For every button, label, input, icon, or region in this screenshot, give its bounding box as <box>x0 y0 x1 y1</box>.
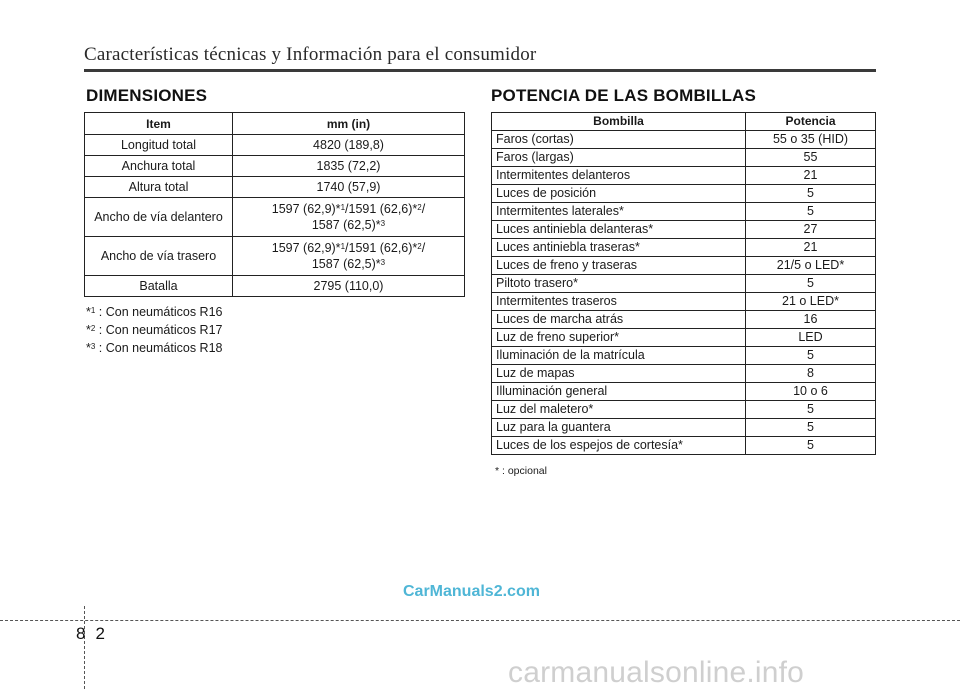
bulb-power: 5 <box>746 347 876 365</box>
dimension-value: 1597 (62,9)*$^1$/1591 (62,6)*$^2$/ 1587 (62,5)*$^3$ <box>233 198 465 237</box>
table-row <box>492 311 876 329</box>
bulb-name: Faros (cortas) <box>492 131 746 149</box>
footnote-r18: *$^3$ : Con neumáticos R18 <box>86 341 223 355</box>
table-row <box>492 347 876 365</box>
footnote-r17: *$^2$ : Con neumáticos R17 <box>86 323 223 337</box>
optional-note: * : opcional <box>495 465 547 477</box>
dimension-item: Ancho de vía delantero <box>85 198 233 237</box>
dimension-item: Longitud total <box>85 135 233 156</box>
table-row <box>492 257 876 275</box>
table-row <box>492 167 876 185</box>
column-header-mm: mm (in) <box>233 113 465 135</box>
table-row <box>492 419 876 437</box>
dimension-item: Ancho de vía trasero <box>85 237 233 276</box>
bulb-power: 5 <box>746 275 876 293</box>
table-row <box>492 203 876 221</box>
bulb-power: 5 <box>746 203 876 221</box>
bulbs-table <box>491 112 876 455</box>
table-row <box>492 239 876 257</box>
bulb-name: Luz para la guantera <box>492 419 746 437</box>
bulb-name: Luces de freno y traseras <box>492 257 746 275</box>
bulb-name: Luces antiniebla delanteras* <box>492 221 746 239</box>
table-row <box>492 275 876 293</box>
bulb-name: Luz del maletero* <box>492 401 746 419</box>
bulb-name: Iluminación de la matrícula <box>492 347 746 365</box>
bulb-name: Luz de mapas <box>492 365 746 383</box>
table-header-row <box>492 113 876 131</box>
bulb-power: 27 <box>746 221 876 239</box>
table-row <box>85 177 465 198</box>
page-header-title: Características técnicas y Información para el consumidor <box>84 44 537 65</box>
dimensions-table <box>84 112 465 297</box>
table-row <box>85 156 465 177</box>
table-row <box>492 293 876 311</box>
table-row <box>492 383 876 401</box>
bulb-name: Intermitentes laterales* <box>492 203 746 221</box>
bulb-name: Luces de posición <box>492 185 746 203</box>
bulb-name: Piltoto trasero* <box>492 275 746 293</box>
bulb-power: 16 <box>746 311 876 329</box>
table-row <box>492 149 876 167</box>
bulb-name: Intermitentes traseros <box>492 293 746 311</box>
column-header-potencia: Potencia <box>746 113 876 131</box>
dimension-value: 1835 (72,2) <box>233 156 465 177</box>
table-row <box>85 276 465 297</box>
dimension-item: Anchura total <box>85 156 233 177</box>
bulb-power: 5 <box>746 437 876 455</box>
bulb-power: 55 <box>746 149 876 167</box>
bottom-dashed-rule <box>0 620 960 621</box>
table-row <box>85 237 465 276</box>
dimension-value: 1597 (62,9)*$^1$/1591 (62,6)*$^2$/ 1587 (62,5)*$^3$ <box>233 237 465 276</box>
table-row <box>492 437 876 455</box>
bulb-name: Intermitentes delanteros <box>492 167 746 185</box>
dimension-item: Batalla <box>85 276 233 297</box>
table-row <box>492 131 876 149</box>
bulb-name: Luz de freno superior* <box>492 329 746 347</box>
bulb-name: Luces de los espejos de cortesía* <box>492 437 746 455</box>
carmanuals2-watermark: CarManuals2.com <box>403 583 540 600</box>
bulb-name: Faros (largas) <box>492 149 746 167</box>
bottom-dashed-vertical <box>84 606 85 689</box>
column-header-bombilla: Bombilla <box>492 113 746 131</box>
carmanualsonline-watermark: carmanualsonline.info <box>508 656 805 689</box>
table-row <box>85 135 465 156</box>
bulb-power: 55 o 35 (HID) <box>746 131 876 149</box>
bulb-name: Luces de marcha atrás <box>492 311 746 329</box>
dimension-value: 1740 (57,9) <box>233 177 465 198</box>
bulb-name: Luces antiniebla traseras* <box>492 239 746 257</box>
bulb-power: 10 o 6 <box>746 383 876 401</box>
bulb-power: 5 <box>746 185 876 203</box>
bulb-power: 21 o LED* <box>746 293 876 311</box>
table-row <box>492 221 876 239</box>
bulbs-heading: POTENCIA DE LAS BOMBILLAS <box>491 86 757 105</box>
table-header-row <box>85 113 465 135</box>
bulb-power: 5 <box>746 401 876 419</box>
bulb-power: LED <box>746 329 876 347</box>
dimension-value: 4820 (189,8) <box>233 135 465 156</box>
bulb-power: 21 <box>746 239 876 257</box>
table-row <box>85 198 465 237</box>
bulb-power: 8 <box>746 365 876 383</box>
dimension-item: Altura total <box>85 177 233 198</box>
bulb-power: 5 <box>746 419 876 437</box>
page-number: 82 <box>76 624 115 643</box>
table-row <box>492 401 876 419</box>
dimensions-heading: DIMENSIONES <box>86 86 208 105</box>
dimension-footnotes <box>86 303 222 357</box>
table-row <box>492 365 876 383</box>
header-rule <box>84 69 876 72</box>
footnote-r16: *$^1$ : Con neumáticos R16 <box>86 305 223 319</box>
column-header-item: Item <box>85 113 233 135</box>
dimension-value: 2795 (110,0) <box>233 276 465 297</box>
table-row <box>492 185 876 203</box>
bulb-power: 21/5 o LED* <box>746 257 876 275</box>
bulb-power: 21 <box>746 167 876 185</box>
bulb-name: Illuminación general <box>492 383 746 401</box>
table-row <box>492 329 876 347</box>
